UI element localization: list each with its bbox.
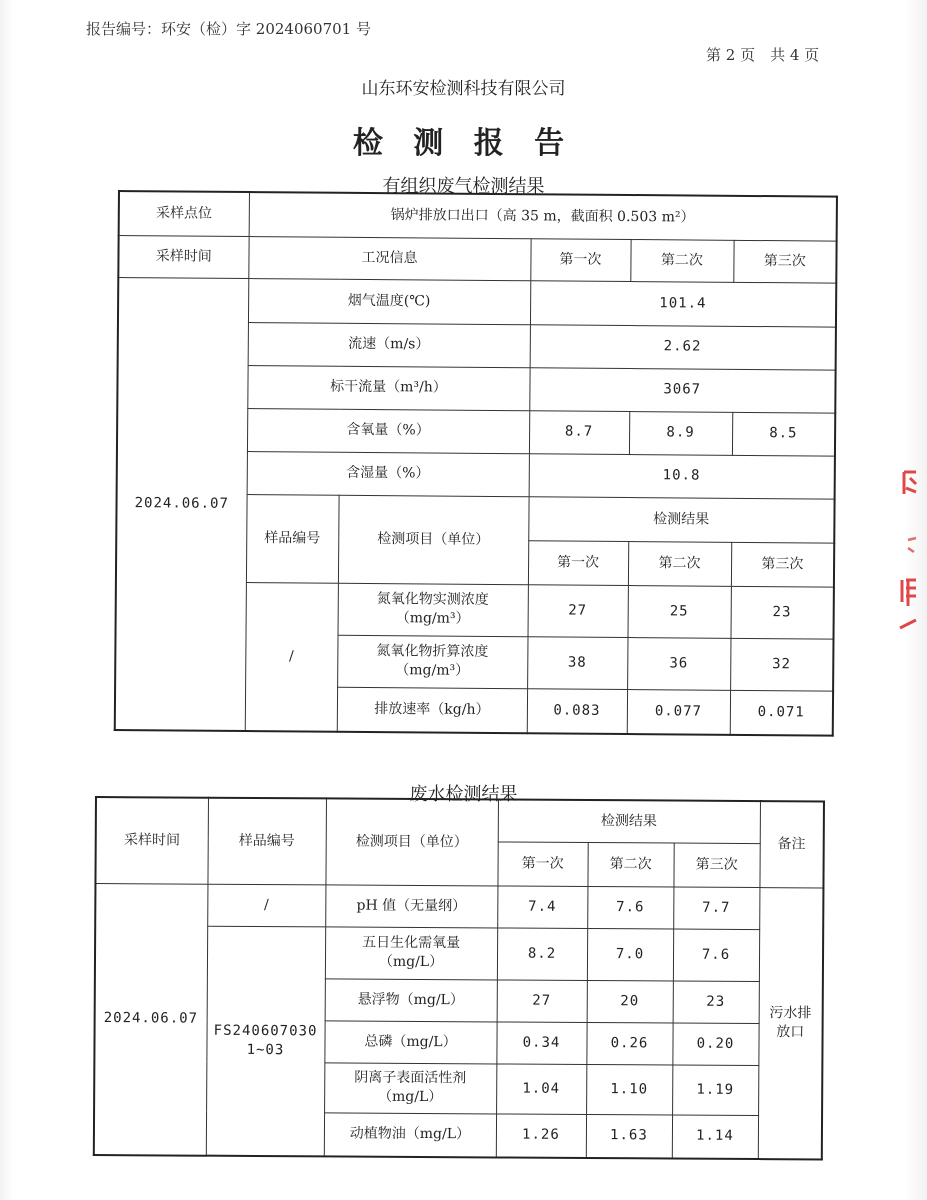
flue-temp-value: 101.4 (530, 280, 836, 326)
item-label: 检测项目（单位） (325, 798, 498, 885)
round-3-header: 第三次 (731, 542, 834, 587)
remark-text: 污水排放口 (769, 1004, 812, 1041)
round-2-header: 第二次 (628, 541, 731, 586)
result-value: 1.19 (672, 1065, 758, 1116)
results-label: 检测结果 (528, 496, 834, 542)
table-row (119, 191, 837, 241)
oxygen-value-3: 8.5 (732, 412, 835, 456)
sampling-point-label: 采样点位 (119, 191, 249, 236)
report-title: 检 测 报 告 (352, 126, 575, 161)
item-name: 动植物油（mg/L） (349, 1125, 471, 1143)
emission-rate-value: 0.083 (527, 688, 627, 734)
table-row (95, 883, 823, 929)
oxygen-label: 含氧量（%） (247, 408, 529, 453)
sampling-time-label: 采样时间 (95, 797, 208, 884)
item-name: 阴离子表面活性剂 (354, 1069, 467, 1087)
result-value: 0.26 (586, 1022, 672, 1065)
result-value: 36 (627, 637, 730, 690)
round-2-header: 第二次 (630, 239, 733, 282)
item-cell (324, 1112, 496, 1157)
sample-id-label: 样品编号 (246, 494, 339, 583)
sampling-date: 2024.06.07 (115, 277, 249, 731)
sample-id-value: / (245, 582, 338, 732)
condition-info-label: 工况信息 (248, 236, 530, 280)
round-2-header: 第二次 (587, 842, 673, 887)
result-value: 0.34 (496, 1021, 586, 1064)
result-value: 23 (673, 981, 759, 1024)
table-row (118, 277, 836, 327)
item-cell (325, 926, 497, 979)
result-value: 7.6 (587, 886, 673, 929)
seal-stamp-fragment (896, 468, 918, 638)
item-cell (324, 1020, 496, 1063)
emission-rate-label: 排放速率（kg/h） (337, 687, 527, 733)
result-value: 38 (527, 636, 627, 689)
item-cell (337, 635, 527, 688)
std-flow-value: 3067 (529, 367, 835, 412)
results-label: 检测结果 (498, 799, 760, 843)
wastewater-results-table (93, 796, 825, 1160)
round-3-header: 第三次 (673, 843, 759, 888)
item-cell (338, 583, 528, 636)
result-value: 8.2 (497, 927, 587, 980)
wastewater-section-title: 废水检测结果 (409, 784, 518, 805)
std-flow-label: 标干流量（m³/h） (247, 365, 529, 410)
moisture-label: 含湿量（%） (247, 451, 529, 496)
round-1-header: 第一次 (528, 540, 628, 585)
velocity-value: 2.62 (530, 324, 836, 369)
sample-id-range (206, 926, 325, 1157)
sample-id-value: / (207, 884, 325, 927)
remark-label: 备注 (759, 801, 824, 887)
page-indicator: 第 2 页 共 4 页 (706, 46, 820, 64)
sample-id-label: 样品编号 (207, 798, 326, 885)
round-1-header: 第一次 (497, 841, 587, 886)
result-value: 7.4 (497, 885, 587, 928)
sample-id-line: 1~03 (246, 1041, 285, 1058)
sample-id-line: FS240607030 (213, 1022, 318, 1040)
result-value: 1.63 (586, 1114, 672, 1159)
item-name: pH 值（无量纲） (356, 897, 467, 914)
oxygen-value-2: 8.9 (629, 411, 732, 455)
result-value: 7.7 (673, 887, 759, 930)
result-value: 1.14 (672, 1115, 758, 1160)
result-value: 27 (528, 584, 628, 637)
item-unit: （mg/L） (377, 1088, 443, 1106)
result-value: 23 (731, 586, 834, 639)
result-value: 1.26 (496, 1113, 586, 1158)
company-name: 山东环安检测科技有限公司 (361, 79, 566, 99)
item-cell (325, 978, 497, 1021)
result-value: 25 (628, 585, 731, 638)
item-name: 氮氧化物折算浓度 (376, 643, 489, 661)
item-cell (324, 1062, 496, 1113)
sampling-point-value: 锅炉排放口出口（高 35 m，截面积 0.503 m²） (249, 192, 837, 241)
remark-value (758, 887, 824, 1159)
moisture-value: 10.8 (529, 453, 835, 498)
emission-rate-value: 0.071 (730, 690, 833, 736)
table-row (118, 235, 836, 283)
flue-temp-label: 烟气温度(℃) (248, 278, 530, 324)
round-3-header: 第三次 (733, 240, 836, 283)
sampling-date: 2024.06.07 (94, 883, 208, 1156)
report-number: 报告编号：环安（检）字 2024060701 号 (86, 20, 371, 38)
item-unit: （mg/L） (378, 953, 444, 971)
item-name: 总磷（mg/L） (364, 1033, 457, 1050)
result-value: 20 (587, 980, 673, 1023)
table-row (96, 797, 824, 843)
exhaust-section-title: 有组织废气检测结果 (382, 176, 545, 197)
item-unit: （mg/m³） (395, 610, 470, 627)
item-name: 五日生化需氧量 (362, 934, 461, 952)
oxygen-value-1: 8.7 (529, 410, 629, 454)
result-value: 32 (730, 638, 833, 691)
item-unit: （mg/m³） (395, 662, 470, 679)
result-value: 7.6 (673, 929, 759, 982)
result-value: 0.20 (672, 1023, 758, 1066)
result-value: 1.10 (586, 1064, 672, 1115)
exhaust-results-table (114, 190, 838, 737)
result-value: 7.0 (587, 928, 673, 981)
result-value: 1.04 (496, 1063, 586, 1114)
sampling-time-label: 采样时间 (118, 235, 248, 278)
emission-rate-value: 0.077 (627, 689, 730, 735)
item-cell (325, 884, 497, 927)
item-name: 悬浮物（mg/L） (357, 991, 464, 1008)
item-name: 氮氧化物实测浓度 (376, 591, 489, 609)
item-label: 检测项目（单位） (338, 495, 529, 584)
round-1-header: 第一次 (530, 238, 630, 281)
velocity-label: 流速（m/s） (248, 322, 530, 367)
result-value: 27 (497, 979, 587, 1022)
